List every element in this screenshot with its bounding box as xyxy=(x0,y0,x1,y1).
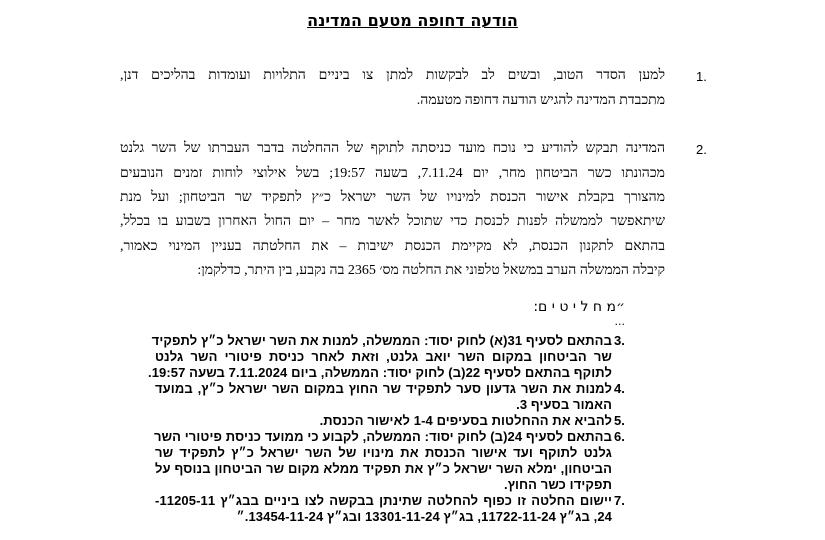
quote-ellipsis: ... xyxy=(614,315,625,328)
paragraph-line: מכהונתו כשר הביטחון מחר, יום 7.11.24, בשעה 19:57; בשל אילוצי לוחות זמנים הנובעים xyxy=(120,166,665,181)
paragraph-line: קיבלה הממשלה הערב במשאל טלפוני את החלטה מס׳ 2365 בה נקבע, בין היתר, כדלקמן: xyxy=(197,263,665,278)
item-line: האמור בסעיף 3. xyxy=(516,397,612,412)
item-line: 24, בג״ץ 11722-11-24, בג״ץ 13301-11-24 ובג״ץ 13454-11-24.״ xyxy=(236,509,612,524)
item-number: 3. xyxy=(614,333,625,348)
paragraph-line: למען הסדר הטוב, ובשים לב לבקשות למתן צו ביניים התלויות ועומדות בהליכים דנן, xyxy=(120,68,665,83)
item-line: בהתאם לסעיף 24(ב) לחוק יסוד: הממשלה, לקבוע כי ממועד כניסת פיטורי השר xyxy=(154,429,612,444)
paragraph-line: בהתאם לתקנון הכנסת, לא מקיימת הכנסת ישיבות – את החלטתה בעניין המינוי כאמור, xyxy=(120,239,665,254)
quote-heading: ״מ ח ל י ט י ם: xyxy=(533,299,625,315)
item-line: בהתאם לסעיף 31(א) לחוק יסוד: הממשלה, למנות את השר ישראל כ״ץ לתפקיד xyxy=(151,333,612,348)
item-line: שר הביטחון במקום השר יואב גלנט, וזאת לאחר כניסת פיטורי השר גלנט xyxy=(155,349,612,364)
item-number: 7. xyxy=(614,493,625,508)
item-number: 4. xyxy=(614,381,625,396)
item-number: 6. xyxy=(614,429,625,444)
item-line: תפקידו כשר החוץ. xyxy=(503,477,612,492)
item-line: להביא את ההחלטות בסעיפים 1-4 לאישור הכנסת. xyxy=(319,413,612,428)
item-line: למנות את השר גדעון סער לתפקיד שר החוץ במקום השר ישראל כ״ץ, במועד xyxy=(155,381,612,396)
document-title: הודעה דחופה מטעם המדינה xyxy=(307,11,518,30)
item-line: גלנט לתוקף ועד אישור הכנסת את מינויו של השר ישראל כ״ץ לתפקיד שר xyxy=(155,445,612,460)
item-line: הביטחון, ימלא השר ישראל כ״ץ את תפקיד ממלא מקום שר הביטחון בנוסף על xyxy=(155,461,612,476)
item-line: לתוקף בהתאם לסעיף 22(ב) לחוק יסוד: הממשלה, ביום 7.11.2024 בשעה 19:57. xyxy=(148,365,612,380)
paragraph-line: המדינה תבקש להודיע כי נוכח מועד כניסתה לתוקף של ההחלטה בדבר העברתו של השר גלנט xyxy=(120,141,665,156)
paragraph-line: מהצורך בקבלת אישור הכנסת למינויו של השר ישראל כ״ץ לתפקיד שר הביטחון; ועל מנת xyxy=(120,190,665,205)
paragraph-number: 2. xyxy=(696,142,707,157)
item-line: יישום החלטה זו כפוף להחלטה שתינתן בבקשה לצו ביניים בבג״ץ 11205-11- xyxy=(155,493,612,508)
item-number: 5. xyxy=(614,413,625,428)
paragraph-number: 1. xyxy=(696,69,707,84)
paragraph-line: מתכבדת המדינה להגיש הודעה דחופה מטעמה. xyxy=(416,93,665,108)
paragraph-line: שיתאפשר לממשלה לפנות לכנסת כדי שתוכל לאשר מחר – יום החול האחרון בשבוע בו בכלל, xyxy=(120,214,665,229)
